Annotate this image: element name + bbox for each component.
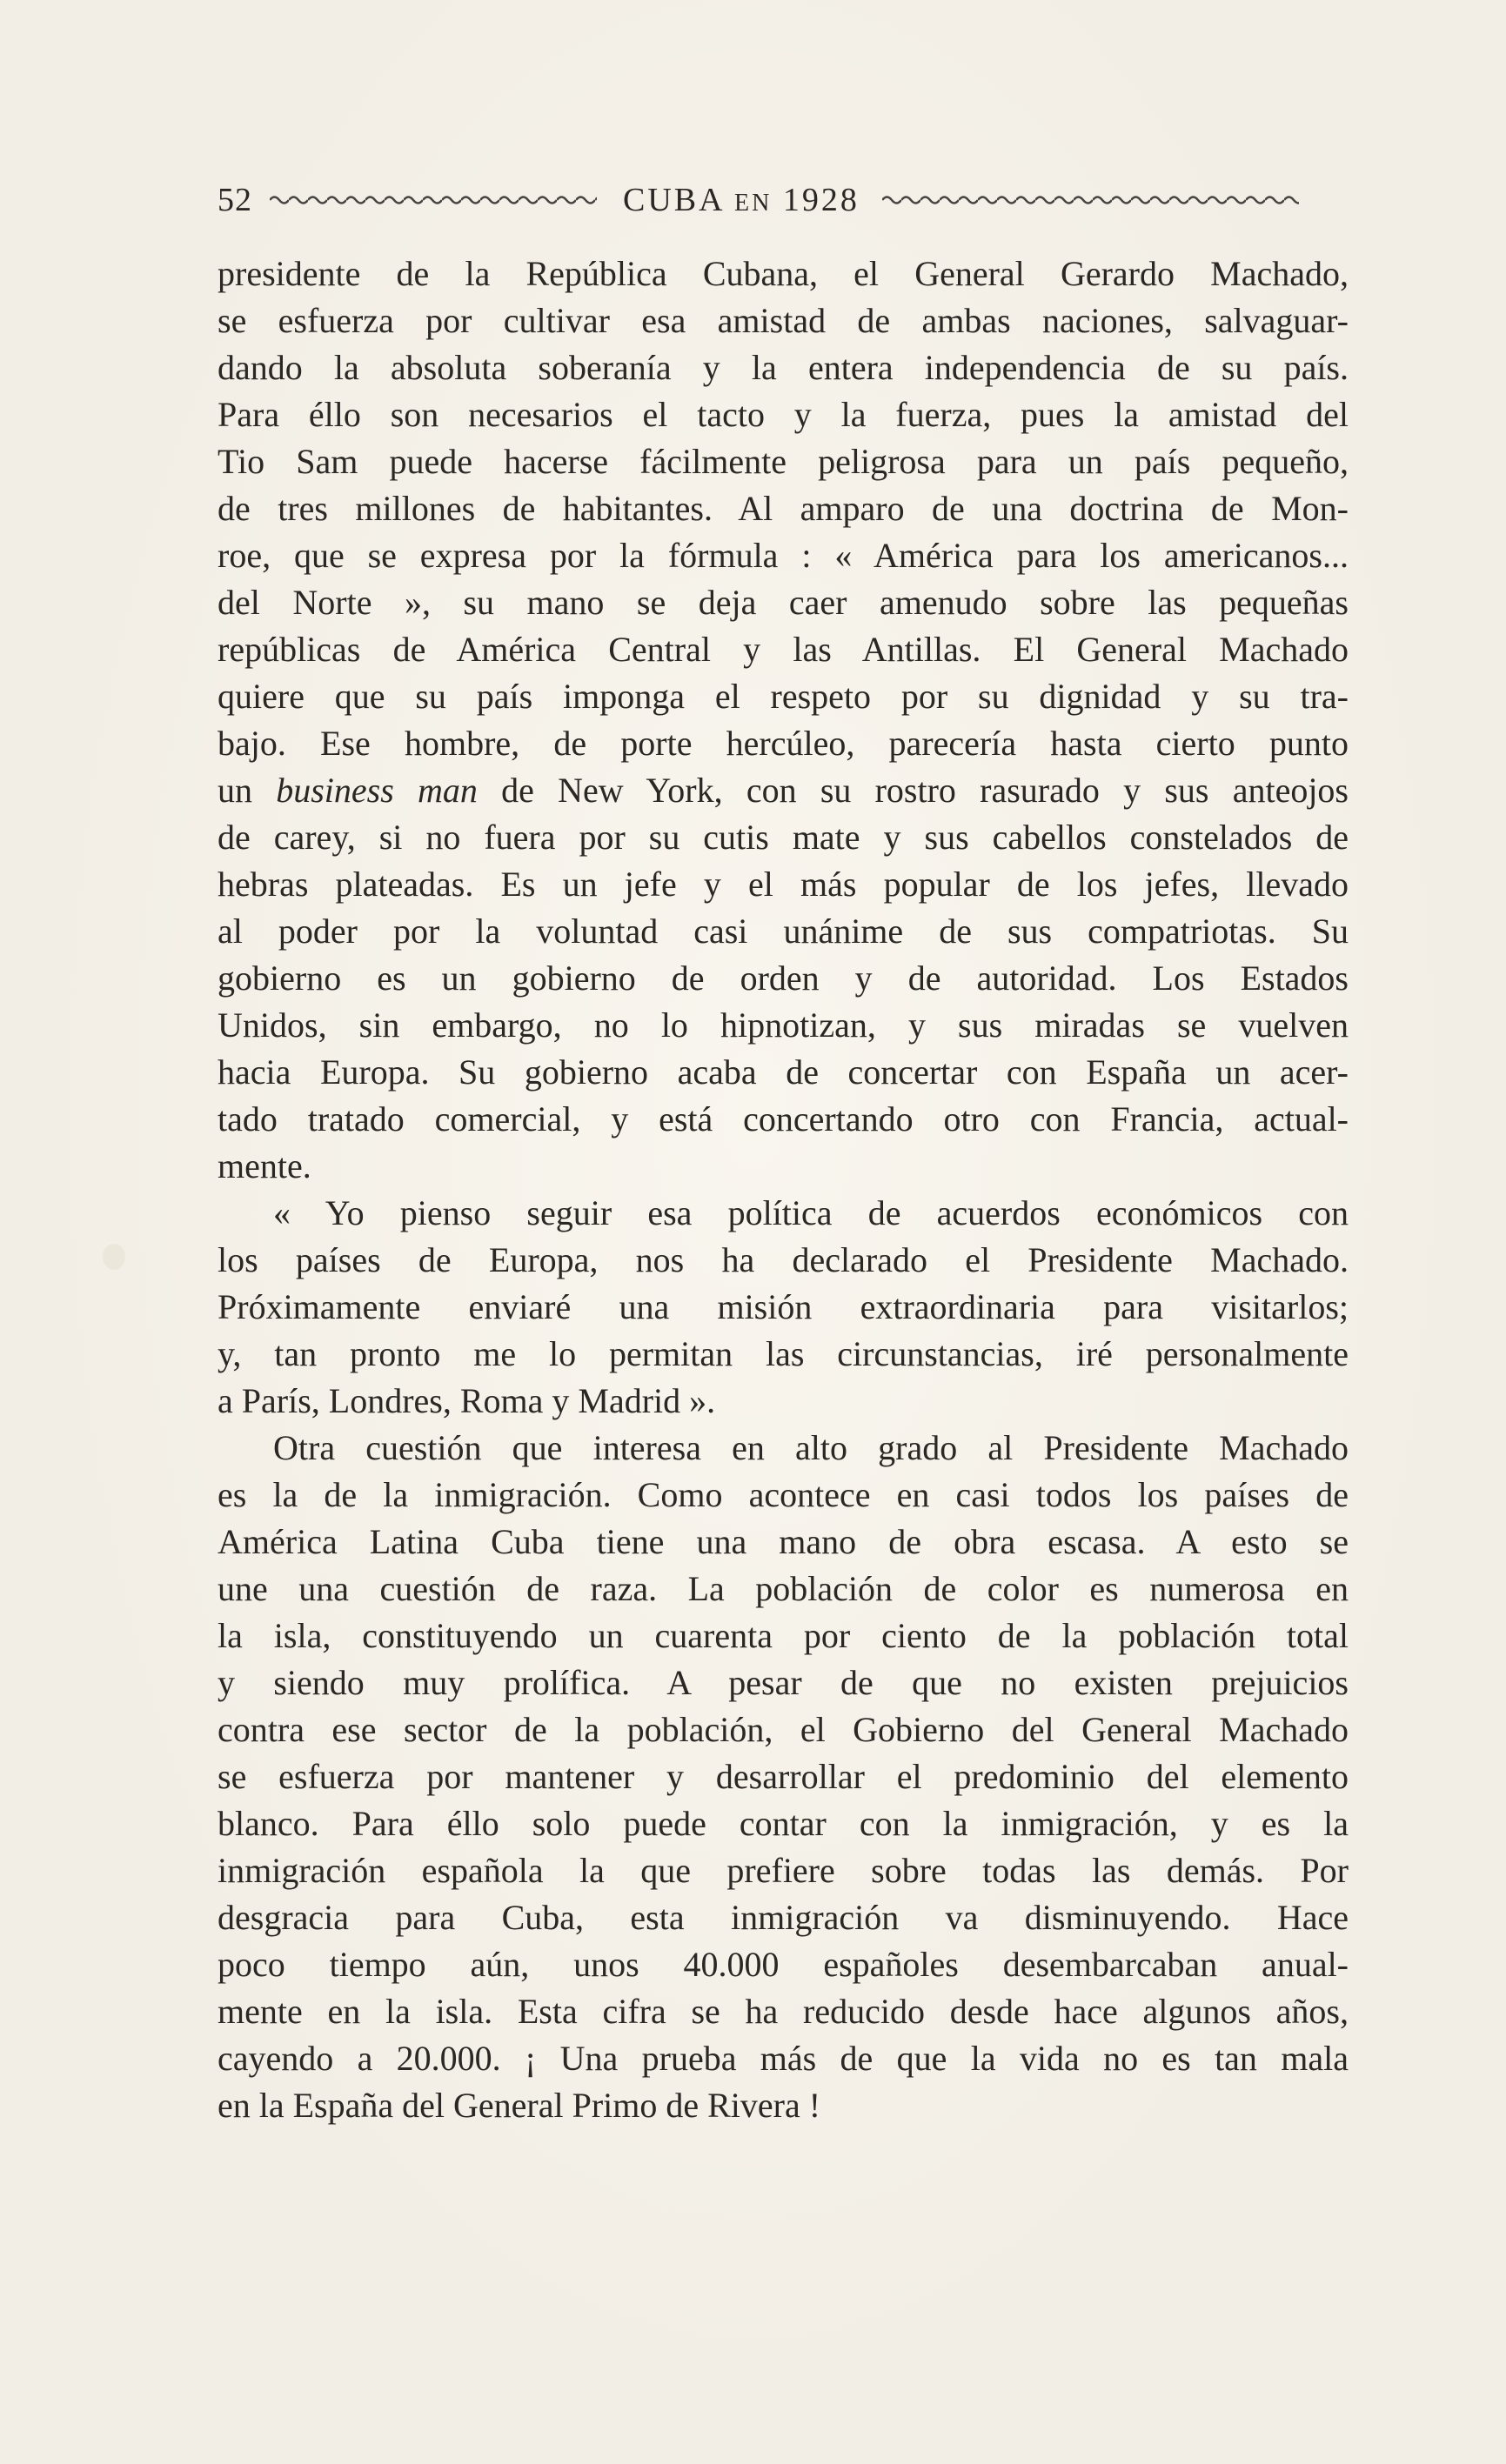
text-line: de carey, si no fuera por su cutis mate y sus cabellos constelados de — [218, 818, 1349, 857]
text-line: Unidos, sin embargo, no lo hipnotizan, y sus miradas se vuelven — [218, 1005, 1349, 1045]
text-line: del Norte », su mano se deja caer amenudo sobre las pequeñas — [218, 583, 1349, 622]
running-title-year: 1928 — [772, 182, 860, 218]
text-line: América Latina Cuba tiene una mano de obra escasa. A esto se — [218, 1522, 1349, 1561]
text-line: es la de la inmigración. Como acontece en casi todos los países de — [218, 1475, 1349, 1514]
text-line: en la España del General Primo de Rivera ! — [218, 2086, 821, 2125]
text-line: quiere que su país imponga el respeto por su dignidad y su tra- — [218, 677, 1349, 716]
text-line: mente en la isla. Esta cifra se ha reducido desde hace algunos años, — [218, 1992, 1349, 2031]
text-line: hacia Europa. Su gobierno acaba de concertar con España un acer- — [218, 1052, 1349, 1092]
text-line: une una cuestión de raza. La población de color es numerosa en — [218, 1569, 1349, 1608]
text-line: blanco. Para éllo solo puede contar con la inmigración, y es la — [218, 1804, 1349, 1843]
text-line: y, tan pronto me lo permitan las circunstancias, iré personalmente — [218, 1334, 1349, 1373]
text-segment: un — [218, 771, 277, 810]
text-line: Para éllo son necesarios el tacto y la fuerza, pues la amistad del — [218, 395, 1349, 434]
text-line: dando la absoluta soberanía y la entera independencia de su país. — [218, 348, 1349, 387]
text-line: desgracia para Cuba, esta inmigración va disminuyendo. Hace — [218, 1898, 1349, 1937]
text-line: hebras plateadas. Es un jefe y el más popular de los jefes, llevado — [218, 865, 1349, 904]
text-line: « Yo pienso seguir esa política de acuerdos económicos con — [273, 1193, 1349, 1232]
text-line: roe, que se expresa por la fórmula : « América para los americanos... — [218, 536, 1349, 575]
text-segment: de New York, con su rostro rasurado y sus anteojos — [477, 771, 1349, 810]
text-line: inmigración española la que prefiere sobre todas las demás. Por — [218, 1851, 1349, 1890]
text-line: se esfuerza por mantener y desarrollar el predominio del elemento — [218, 1757, 1349, 1796]
text-line: se esfuerza por cultivar esa amistad de ambas naciones, salvaguar- — [218, 301, 1349, 340]
text-line: Otra cuestión que interesa en alto grado al Presidente Machado — [273, 1428, 1349, 1467]
text-line: mente. — [218, 1146, 311, 1185]
text-line: contra ese sector de la población, el Gobierno del General Machado — [218, 1710, 1349, 1749]
text-line: y siendo muy prolífica. A pesar de que no existen prejuicios — [218, 1663, 1349, 1702]
running-title — [623, 181, 860, 219]
text-line: presidente de la República Cubana, el General Gerardo Machado, — [218, 254, 1349, 293]
text-line: Tio Sam puede hacerse fácilmente peligrosa para un país pequeño, — [218, 442, 1349, 481]
paper-stain — [103, 1244, 125, 1270]
text-line: tado tratado comercial, y está concertando otro con Francia, actual- — [218, 1099, 1349, 1139]
text-line: Próximamente enviaré una misión extraordinaria para visitarlos; — [218, 1287, 1349, 1326]
text-line: al poder por la voluntad casi unánime de sus compatriotas. Su — [218, 911, 1349, 951]
text-line: cayendo a 20.000. ¡ Una prueba más de que la vida no es tan mala — [218, 2039, 1349, 2078]
text-line: la isla, constituyendo un cuarenta por ciento de la población total — [218, 1616, 1349, 1655]
page-header — [218, 176, 1349, 224]
text-line: bajo. Ese hombre, de porte hercúleo, parecería hasta cierto punto — [218, 724, 1349, 763]
running-title-en: EN — [733, 190, 773, 217]
text-line: repúblicas de América Central y las Antillas. El General Machado — [218, 630, 1349, 669]
text-line: de tres millones de habitantes. Al amparo de una doctrina de Mon- — [218, 489, 1349, 528]
running-title-prefix: CUBA — [623, 182, 734, 218]
wavy-ornament-left — [270, 192, 597, 208]
text-line: poco tiempo aún, unos 40.000 españoles desembarcaban anual- — [218, 1945, 1349, 1984]
text-line: los países de Europa, nos ha declarado el Presidente Machado. — [218, 1240, 1349, 1279]
text-line: a París, Londres, Roma y Madrid ». — [218, 1381, 716, 1420]
text-line: gobierno es un gobierno de orden y de autoridad. Los Estados — [218, 958, 1349, 998]
body-text — [218, 250, 1349, 2129]
wavy-ornament-right — [882, 192, 1299, 208]
italic-phrase: business man — [276, 771, 478, 810]
page-number: 52 — [218, 182, 252, 218]
text-line — [218, 767, 1349, 814]
